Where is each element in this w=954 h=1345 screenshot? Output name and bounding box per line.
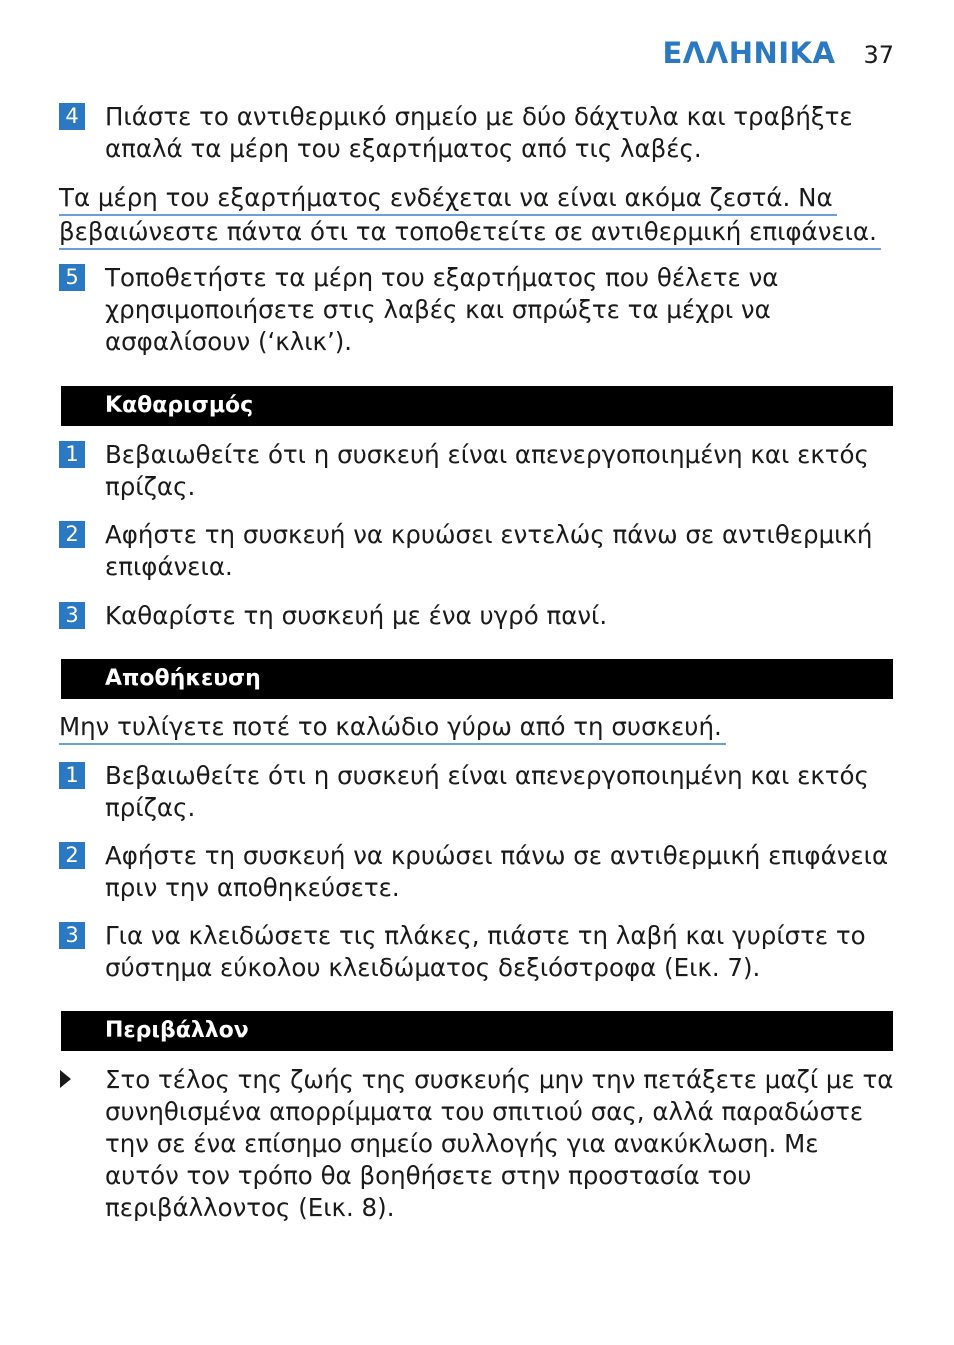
step-5 xyxy=(59,262,894,358)
step-text: Για να κλειδώσετε τις πλάκες, πιάστε τη λαβή και γυρίστε το σύστημα εύκολου κλειδώματος δεξιόστροφα (Εικ. 7). xyxy=(105,921,866,982)
step-text: Αφήστε τη συσκευή να κρυώσει πάνω σε αντιθερμική επιφάνεια πριν την αποθηκεύσετε. xyxy=(105,841,889,902)
step-number-badge: 2 xyxy=(59,521,85,548)
section-heading-cleaning xyxy=(61,386,893,426)
step-number-badge: 4 xyxy=(59,103,85,130)
warning-note xyxy=(59,182,881,250)
step-number-badge: 1 xyxy=(59,441,85,468)
step-text: Πιάστε το αντιθερμικό σημείο με δύο δάχτυλα και τραβήξτε απαλά τα μέρη του εξαρτήματος από τις λαβές. xyxy=(105,102,853,163)
step-number-badge: 1 xyxy=(59,762,85,789)
step-text: Βεβαιωθείτε ότι η συσκευή είναι απενεργοποιημένη και εκτός πρίζας. xyxy=(105,761,869,822)
cleaning-step-2 xyxy=(59,519,894,583)
storage-step-3 xyxy=(59,920,894,984)
step-4 xyxy=(59,101,894,165)
step-text: Βεβαιωθείτε ότι η συσκευή είναι απενεργοποιημένη και εκτός πρίζας. xyxy=(105,440,869,501)
cleaning-step-3 xyxy=(59,600,894,632)
page-header xyxy=(663,36,895,70)
step-number-badge: 5 xyxy=(59,264,85,291)
environment-bullet-item xyxy=(0,1064,894,1224)
warning-line: Τα μέρη του εξαρτήματος ενδέχεται να είναι ακόμα ζεστά. Να xyxy=(59,182,837,216)
section-heading-storage xyxy=(61,659,893,699)
page-number: 37 xyxy=(863,41,894,69)
bullet-text: Στο τέλος της ζωής της συσκευής μην την πετάξετε μαζί με τα συνηθισμένα απορρίμματα του σπιτιού σας, αλλά παραδώστε την σε ένα επίσημο σημείο συλλογής για ανακύκλωση. Με αυτόν τον τρόπο θα βοηθήσετε στην προστασία του περιβάλλοντος (Εικ. 8). xyxy=(105,1065,894,1222)
section-title: Περιβάλλον xyxy=(105,1018,249,1043)
step-text: Τοποθετήστε τα μέρη του εξαρτήματος που θέλετε να χρησιμοποιήσετε στις λαβές και σπρώξτε τα μέχρι να ασφαλίσουν (‘κλικ’). xyxy=(105,263,779,356)
triangle-bullet-icon xyxy=(60,1070,71,1088)
step-text: Καθαρίστε τη συσκευή με ένα υγρό πανί. xyxy=(105,601,608,630)
section-title: Καθαρισμός xyxy=(105,393,254,418)
step-number-badge: 3 xyxy=(59,922,85,949)
step-number-badge: 3 xyxy=(59,602,85,629)
section-heading-environment xyxy=(61,1011,893,1051)
section-title: Αποθήκευση xyxy=(105,666,261,691)
warning-note xyxy=(59,711,726,745)
step-text: Αφήστε τη συσκευή να κρυώσει εντελώς πάνω σε αντιθερμική επιφάνεια. xyxy=(105,520,873,581)
warning-line: βεβαιώνεστε πάντα ότι τα τοποθετείτε σε αντιθερμική επιφάνεια. xyxy=(59,216,881,250)
storage-step-2 xyxy=(59,840,894,904)
step-number-badge: 2 xyxy=(59,842,85,869)
language-title: ΕΛΛΗΝΙΚΑ xyxy=(662,36,836,70)
storage-step-1 xyxy=(59,760,894,824)
cleaning-step-1 xyxy=(59,439,894,503)
warning-line: Μην τυλίγετε ποτέ το καλώδιο γύρω από τη συσκευή. xyxy=(59,711,726,745)
